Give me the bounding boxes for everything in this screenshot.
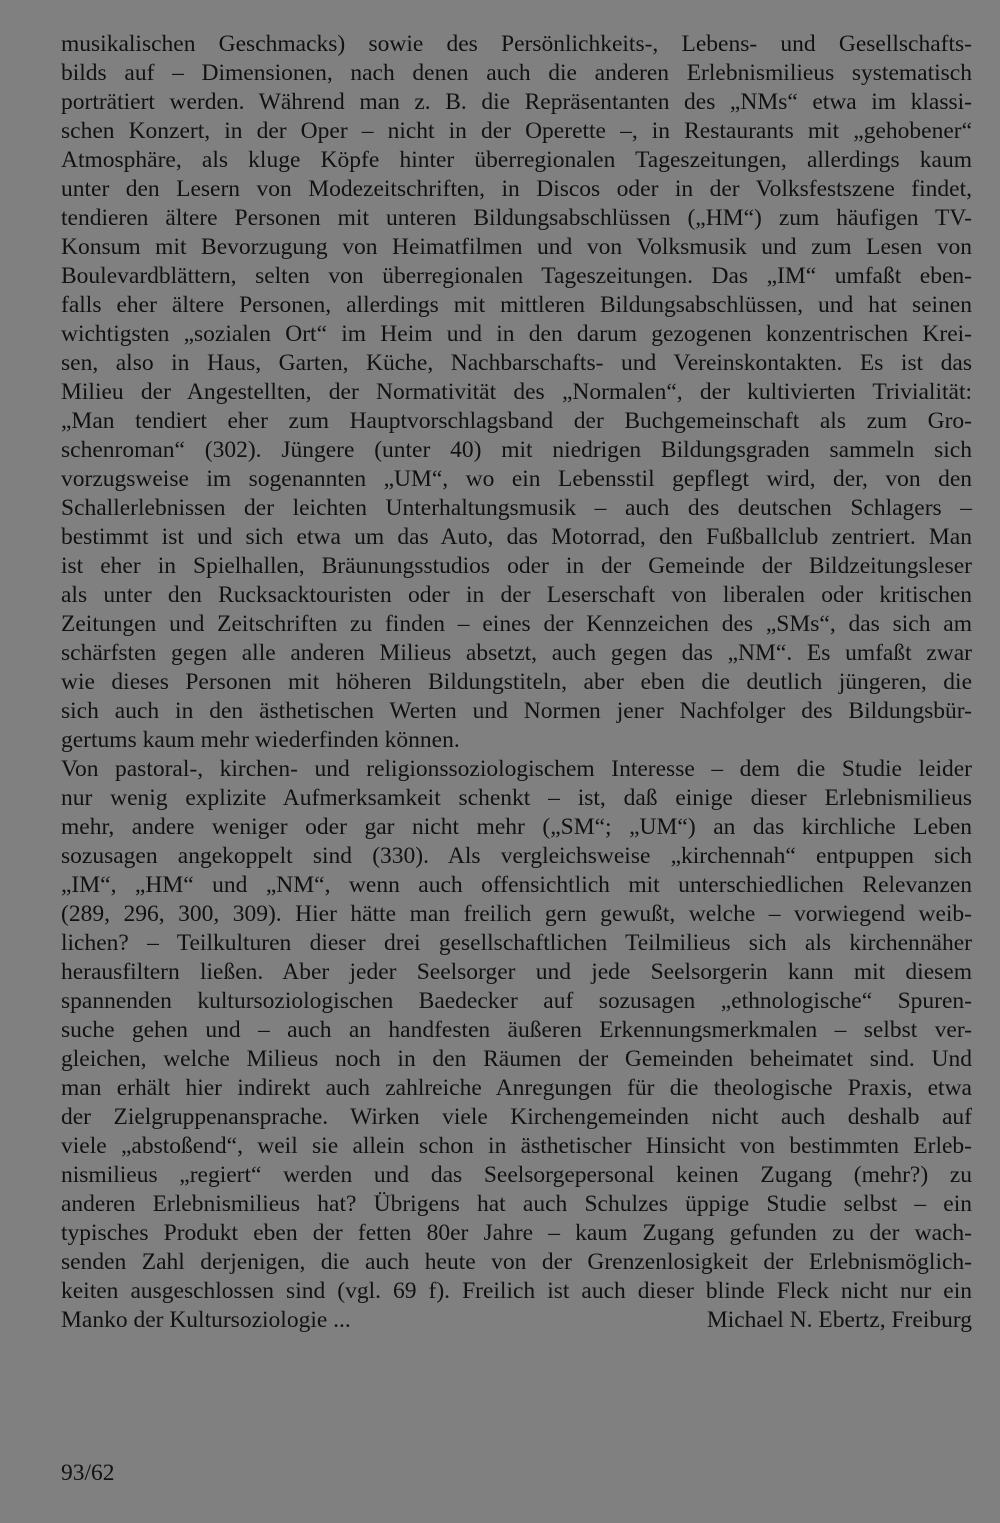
text-line: gleichen, welche Milieus noch in den Räumen der Gemeinden beheimatet sind. Und	[61, 1046, 972, 1072]
closing-line	[61, 1306, 972, 1335]
text-line: Konsum mit Bevorzugung von Heimatfilmen und von Volksmusik und zum Lesen von	[61, 234, 972, 260]
text-line: porträtiert werden. Während man z. B. die Repräsentanten des „NMs“ etwa im klassi-	[61, 89, 972, 115]
text-line: vorzugsweise im sogenannten „UM“, wo ein Lebensstil gepflegt wird, der, von den	[61, 466, 972, 492]
text-line: Zeitungen und Zeitschriften zu finden – eines der Kennzeichen des „SMs“, das sich am	[61, 611, 972, 637]
text-line: bilds auf – Dimensionen, nach denen auch die anderen Erlebnismilieus systematisch	[61, 60, 972, 86]
text-line: als unter den Rucksacktouristen oder in der Leserschaft von liberalen oder kritischen	[61, 582, 972, 608]
author-signature: Michael N. Ebertz, Freiburg	[706, 1307, 972, 1333]
text-line: viele „abstoßend“, weil sie allein schon in ästhetischer Hinsicht von bestimmten Erleb-	[61, 1133, 972, 1159]
text-line: wie dieses Personen mit höheren Bildungstiteln, aber eben die deutlich jüngeren, die	[61, 669, 972, 695]
text-line: spannenden kultursoziologischen Baedecker auf sozusagen „ethnologische“ Spuren-	[61, 988, 972, 1014]
text-line: Milieu der Angestellten, der Normativität des „Normalen“, der kultivierten Trivialität:	[61, 379, 972, 405]
text-line: Schallerlebnissen der leichten Unterhaltungsmusik – auch des deutschen Schlagers –	[61, 495, 972, 521]
text-line: anderen Erlebnismilieus hat? Übrigens hat auch Schulzes üppige Studie selbst – ein	[61, 1191, 972, 1217]
text-line: falls eher ältere Personen, allerdings mit mittleren Bildungsabschlüssen, und hat seinen	[61, 292, 972, 318]
page-number: 93/62	[61, 1460, 115, 1486]
text-line: suche gehen und – auch an handfesten äußeren Erkennungsmerkmalen – selbst ver-	[61, 1017, 972, 1043]
text-line: gertums kaum mehr wiederfinden können.	[61, 727, 460, 753]
text-line: Von pastoral-, kirchen- und religionssoziologischem Interesse – dem die Studie leider	[61, 756, 972, 782]
text-line: schen Konzert, in der Oper – nicht in der Operette –, in Restaurants mit „gehobener“	[61, 118, 972, 144]
paragraph-2	[61, 755, 972, 1335]
text-line: tendieren ältere Personen mit unteren Bildungsabschlüssen („HM“) zum häufigen TV-	[61, 205, 972, 231]
text-line: schenroman“ (302). Jüngere (unter 40) mit niedrigen Bildungsgraden sammeln sich	[61, 437, 972, 463]
text-line: Boulevardblättern, selten von überregionalen Tageszeitungen. Das „IM“ umfaßt eben-	[61, 263, 972, 289]
review-text	[61, 30, 972, 1335]
text-line: schärfsten gegen alle anderen Milieus absetzt, auch gegen das „NM“. Es umfaßt zwar	[61, 640, 972, 666]
text-line: der Zielgruppenansprache. Wirken viele Kirchengemeinden nicht auch deshalb auf	[61, 1104, 972, 1130]
text-line: wichtigsten „sozialen Ort“ im Heim und in den darum gezogenen konzentrischen Krei-	[61, 321, 972, 347]
text-line: man erhält hier indirekt auch zahlreiche Anregungen für die theologische Praxis, etwa	[61, 1075, 972, 1101]
text-line: ist eher in Spielhallen, Bräunungsstudios oder in der Gemeinde der Bildzeitungsleser	[61, 553, 972, 579]
text-line: herausfiltern ließen. Aber jeder Seelsorger und jede Seelsorgerin kann mit diesem	[61, 959, 972, 985]
text-line: sozusagen angekoppelt sind (330). Als vergleichsweise „kirchennah“ entpuppen sich	[61, 843, 972, 869]
text-line: nur wenig explizite Aufmerksamkeit schenkt – ist, daß einige dieser Erlebnismilieus	[61, 785, 972, 811]
text-line: nismilieus „regiert“ werden und das Seelsorgepersonal keinen Zugang (mehr?) zu	[61, 1162, 972, 1188]
text-line: unter den Lesern von Modezeitschriften, in Discos oder in der Volksfestszene findet,	[61, 176, 972, 202]
text-line: bestimmt ist und sich etwa um das Auto, das Motorrad, den Fußballclub zentriert. Man	[61, 524, 972, 550]
text-line: Atmosphäre, als kluge Köpfe hinter überregionalen Tageszeitungen, allerdings kaum	[61, 147, 972, 173]
text-line: sich auch in den ästhetischen Werten und Normen jener Nachfolger des Bildungsbür-	[61, 698, 972, 724]
text-line: musikalischen Geschmacks) sowie des Persönlichkeits-, Lebens- und Gesellschafts-	[61, 31, 972, 57]
text-line: „Man tendiert eher zum Hauptvorschlagsband der Buchgemeinschaft als zum Gro-	[61, 408, 972, 434]
text-line: typisches Produkt eben der fetten 80er Jahre – kaum Zugang gefunden zu der wach-	[61, 1220, 972, 1246]
text-line: keiten ausgeschlossen sind (vgl. 69 f). Freilich ist auch dieser blinde Fleck nicht nur ein	[61, 1278, 972, 1304]
text-line: mehr, andere weniger oder gar nicht mehr („SM“; „UM“) an das kirchliche Leben	[61, 814, 972, 840]
text-line: (289, 296, 300, 309). Hier hätte man freilich gern gewußt, welche – vorwiegend weib-	[61, 901, 972, 927]
text-line: „IM“, „HM“ und „NM“, wenn auch offensichtlich mit unterschiedlichen Relevanzen	[61, 872, 972, 898]
paragraph-1	[61, 30, 972, 755]
text-line: lichen? – Teilkulturen dieser drei gesellschaftlichen Teilmilieus sich als kirchennäher	[61, 930, 972, 956]
text-line: senden Zahl derjenigen, die auch heute von der Grenzenlosigkeit der Erlebnismöglich-	[61, 1249, 972, 1275]
closing-text: Manko der Kultursoziologie ...	[61, 1307, 351, 1333]
text-line: sen, also in Haus, Garten, Küche, Nachbarschafts- und Vereinskontakten. Es ist das	[61, 350, 972, 376]
